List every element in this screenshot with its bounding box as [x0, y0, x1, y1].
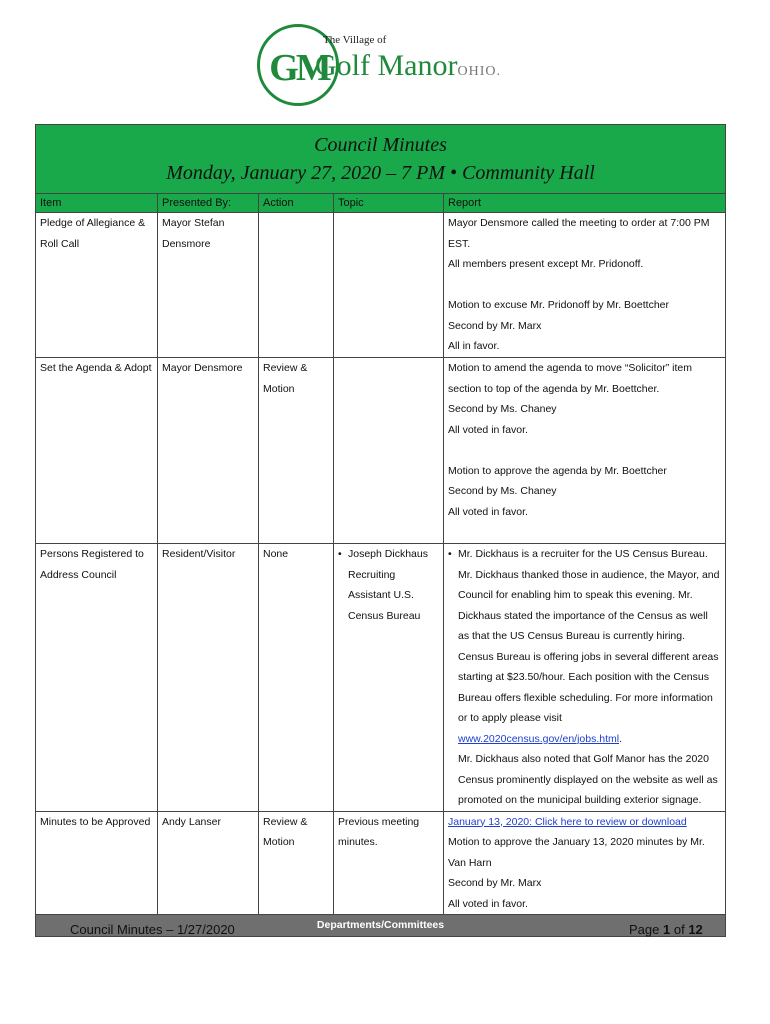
row-item: Pledge of Allegiance & Roll Call — [36, 213, 158, 358]
page-total: 12 — [688, 922, 703, 937]
row-report — [444, 213, 726, 358]
logo-state: OHIO. — [457, 64, 501, 79]
report-line: All members present except Mr. Pridonoff. — [448, 258, 644, 270]
report-line: Second by Mr. Marx — [448, 877, 542, 889]
row-action: Review & Motion — [259, 811, 334, 915]
footer-title: Council Minutes – 1/27/2020 — [70, 922, 235, 937]
bullet-icon: • — [338, 548, 342, 560]
report-line: Motion to amend the agenda to move “Solicitor” item section to top of the agenda by Mr. Boettcher. — [448, 362, 692, 395]
report-line: Second by Ms. Chaney — [448, 485, 557, 497]
report-line: Motion to approve the agenda by Mr. Boettcher — [448, 464, 667, 477]
col-topic: Topic — [334, 194, 444, 213]
row-item: Persons Registered to Address Council — [36, 544, 158, 812]
row-action: Review & Motion — [259, 358, 334, 544]
row-presented-by: Mayor Densmore — [158, 358, 259, 544]
logo-name-text: Golf Manor — [315, 49, 458, 82]
report-line: All voted in favor. — [448, 505, 528, 518]
col-item: Item — [36, 194, 158, 213]
table-row — [36, 544, 726, 812]
logo-name — [315, 49, 501, 83]
village-logo — [255, 22, 501, 118]
row-topic: Previous meeting minutes. — [334, 811, 444, 915]
header-title: Council Minutes — [314, 134, 447, 156]
row-presented-by: Mayor Stefan Densmore — [158, 213, 259, 358]
report-line: All voted in favor. — [448, 423, 528, 436]
row-presented-by: Resident/Visitor — [158, 544, 259, 812]
census-jobs-link[interactable]: www.2020census.gov/en/jobs.html — [458, 732, 620, 745]
row-item: Minutes to be Approved — [36, 811, 158, 915]
logo-village-text: The Village of — [323, 34, 387, 46]
col-presented-by: Presented By: — [158, 194, 259, 213]
bullet-icon: • — [448, 548, 452, 560]
report-line: Second by Mr. Marx — [448, 319, 542, 332]
report-pre: Mr. Dickhaus is a recruiter for the US Census Bureau. Mr. Dickhaus thanked those in audience, the Mayor, and Council for enabling him to speak this evening. Mr. Dickhaus stated the importance of the Census as well as that the US Census Bureau is currently hiring. Census Bureau is offering jobs in several different areas starting at $23.50/hour. Each position with the Census Bureau offers flexible scheduling. For more information or to apply please visit — [458, 548, 720, 724]
page-label: Page — [629, 922, 660, 937]
column-headers — [36, 194, 726, 213]
header-subtitle: Monday, January 27, 2020 – 7 PM • Community Hall — [166, 162, 595, 184]
topic-text: Joseph Dickhaus Recruiting Assistant U.S. Census Bureau — [348, 548, 428, 622]
report-post: . — [619, 732, 623, 745]
report-extra: Mr. Dickhaus also noted that Golf Manor has the 2020 Census prominently displayed on the website as well as promoted on the municipal building exterior signage. — [458, 753, 718, 806]
col-report: Report — [444, 194, 726, 213]
logo-monogram: GM — [269, 47, 329, 89]
minutes-table — [35, 124, 726, 937]
row-report — [444, 358, 726, 544]
minutes-download-link[interactable]: January 13, 2020: Click here to review or download — [448, 815, 687, 828]
row-topic — [334, 213, 444, 358]
report-line: Second by Ms. Chaney — [448, 403, 557, 415]
row-topic — [334, 358, 444, 544]
section-departments: Departments/Committees — [36, 915, 726, 937]
report-text — [458, 544, 721, 811]
report-line: All in favor. — [448, 340, 500, 352]
report-line: Motion to approve the January 13, 2020 minutes by Mr. Van Harn — [448, 836, 705, 869]
page-number — [629, 922, 703, 937]
row-report — [444, 544, 726, 812]
row-item: Set the Agenda & Adopt — [36, 358, 158, 544]
page-of: of — [673, 922, 685, 937]
report-line: Mayor Densmore called the meeting to order at 7:00 PM EST. — [448, 217, 710, 250]
row-topic — [334, 544, 444, 812]
row-report — [444, 811, 726, 915]
report-line: Motion to excuse Mr. Pridonoff by Mr. Boettcher — [448, 299, 669, 311]
row-presented-by: Andy Lanser — [158, 811, 259, 915]
report-line: All voted in favor. — [448, 897, 528, 910]
page-current: 1 — [663, 922, 671, 937]
table-row — [36, 358, 726, 544]
minutes-header — [36, 125, 726, 194]
row-action — [259, 213, 334, 358]
table-row — [36, 213, 726, 358]
row-action: None — [259, 544, 334, 812]
table-row — [36, 811, 726, 915]
col-action: Action — [259, 194, 334, 213]
